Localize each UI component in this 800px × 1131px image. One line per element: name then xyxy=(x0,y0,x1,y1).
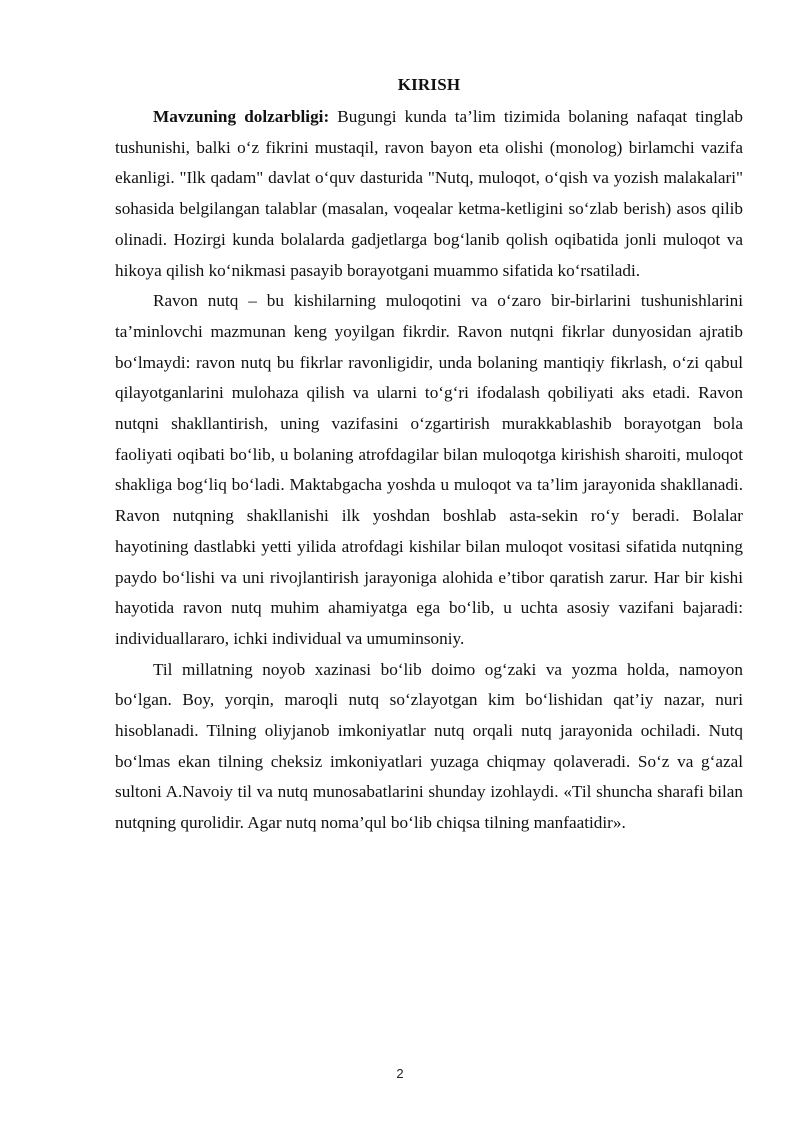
paragraph-text: Ravon nutq – bu kishilarning muloqotini va o‘zaro bir-birlarini tushunishlarini ta’minlovchi mazmunan keng yoyilgan fikrdir. Ravon nutqni fikrlar dunyosidan ajratib bo‘lmaydi: ravon nutq bu fikrlar ravonligidir, unda bolaning mantiqiy fikrlash, o‘zi qabul qilayotganlarini mulohaza qilish va ularni to‘g‘ri ifodalash qobiliyati aks etadi. Ravon nutqni shakllantirish, uning vazifasini o‘zgartirish murakkablashib borayotgan bola faoliyati oqibati bo‘lib, u bolaning atrofdagilar bilan muloqotga kirishish sharoiti, muloqot shakliga bog‘liq bo‘ladi. Maktabgacha yoshda u muloqot va ta’lim jarayonida shakllanadi. Ravon nutqning shakllanishi ilk yoshdan boshlab asta-sekin ro‘y beradi. Bolalar hayotining dastlabki yetti yilida atrofdagi kishilar bilan muloqot vositasi sifatida nutqning paydo bo‘lishi va uni rivojlantirish jarayoniga alohida e’tibor qaratish zarur. Har bir kishi hayotida ravon nutq muhim ahamiyatga ega bo‘lib, u uchta asosiy vazifani bajaradi: individuallararo, ichki individual va umuminsoniy. xyxy=(115,291,743,648)
paragraph-relevance xyxy=(115,102,743,286)
paragraph-text: Bugungi kunda ta’lim tizimida bolaning nafaqat tinglab tushunishi, balki o‘z fikrini mustaqil, ravon bayon eta olishi (monolog) birlamchi vazifa ekanligi. "Ilk qadam" davlat o‘quv dasturida "Nutq, muloqot, o‘qish va yozish malakalari" sohasida belgilangan talablar (masalan, voqealar ketma-ketligini so‘zlab berish) asos qilib olinadi. Hozirgi kunda bolalarda gadjetlarga bog‘lanib qolish oqibatida jonli muloqot va hikoya qilish ko‘nikmasi pasayib borayotgani muammo sifatida ko‘rsatiladi. xyxy=(115,107,743,280)
section-heading: KIRISH xyxy=(397,75,461,94)
paragraph-fluent-speech xyxy=(115,286,743,654)
paragraph-lead: Mavzuning dolzarbligi: xyxy=(153,107,330,126)
paragraph-language xyxy=(115,655,743,839)
page-number: 2 xyxy=(396,1066,404,1081)
document-page xyxy=(115,72,743,839)
paragraph-text: Til millatning noyob xazinasi bo‘lib doimo og‘zaki va yozma holda, namoyon bo‘lgan. Boy, yorqin, maroqli nutq so‘zlayotgan kim bo‘lishidan qat’iy nazar, nuri hisoblanadi. Tilning oliyjanob imkoniyatlar nutq orqali nutq jarayonida ochiladi. Nutq bo‘lmas ekan tilning cheksiz imkoniyatlari yuzaga chiqmay qolaveradi. So‘z va g‘azal sultoni A.Navoiy til va nutq munosabatlarini shunday izohlaydi. «Til shuncha sharafi bilan nutqning qurolidir. Agar nutq noma’qul bo‘lib chiqsa tilning manfaatidir». xyxy=(115,659,743,833)
